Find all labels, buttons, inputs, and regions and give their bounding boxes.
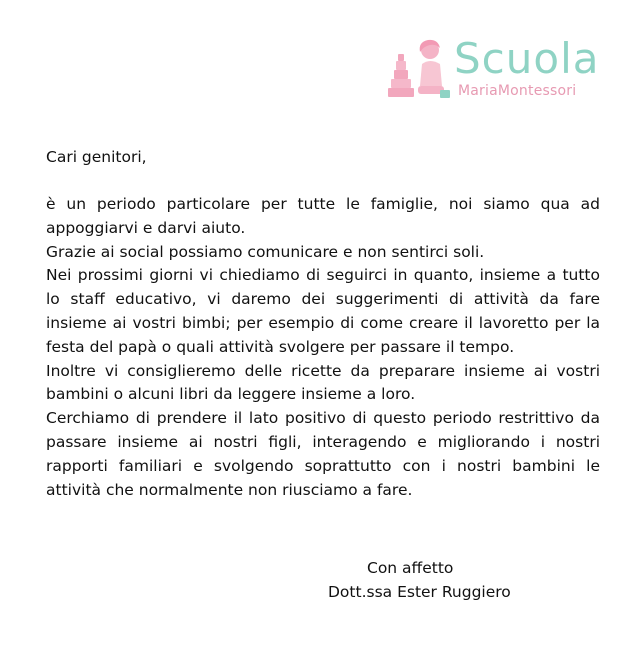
salutation: Cari genitori,: [46, 148, 147, 166]
closing: Con affetto: [367, 559, 454, 577]
paragraph: Grazie ai social possiamo comunicare e non sentirci soli.: [46, 242, 485, 261]
paragraph: Cerchiamo di prendere il lato positivo di questo periodo restrittivo da passare insieme ai nostri figli, interagendo e migliorando i nostri rapporti familiari e svolgendo soprattutto con i nostri bambini le attività che normalmente non riusciamo a fare.: [46, 409, 600, 499]
logo-subtitle: MariaMontessori: [458, 83, 577, 99]
paragraph: Inoltre vi consiglieremo delle ricette da preparare insieme ai vostri bambini o alcuni libri da leggere insieme a loro.: [46, 361, 600, 404]
logo-title: Scuola: [454, 34, 600, 83]
stacking-toy-and-child-icon: [384, 34, 454, 104]
letter-body: [46, 193, 600, 502]
paragraph: è un periodo particolare per tutte le famiglie, noi siamo qua ad appoggiarvi e darvi aiuto.: [46, 195, 600, 237]
paragraph: Nei prossimi giorni vi chiediamo di seguirci in quanto, insieme a tutto lo staff educativo, vi daremo dei suggerimenti di attività da fare insieme ai vostri bimbi; per esempio di come creare il lavoretto per la festa del papà o quali attività svolgere per passare il tempo.: [46, 266, 600, 356]
signature-name: Dott.ssa Ester Ruggiero: [328, 583, 511, 601]
school-logo: [384, 34, 606, 104]
